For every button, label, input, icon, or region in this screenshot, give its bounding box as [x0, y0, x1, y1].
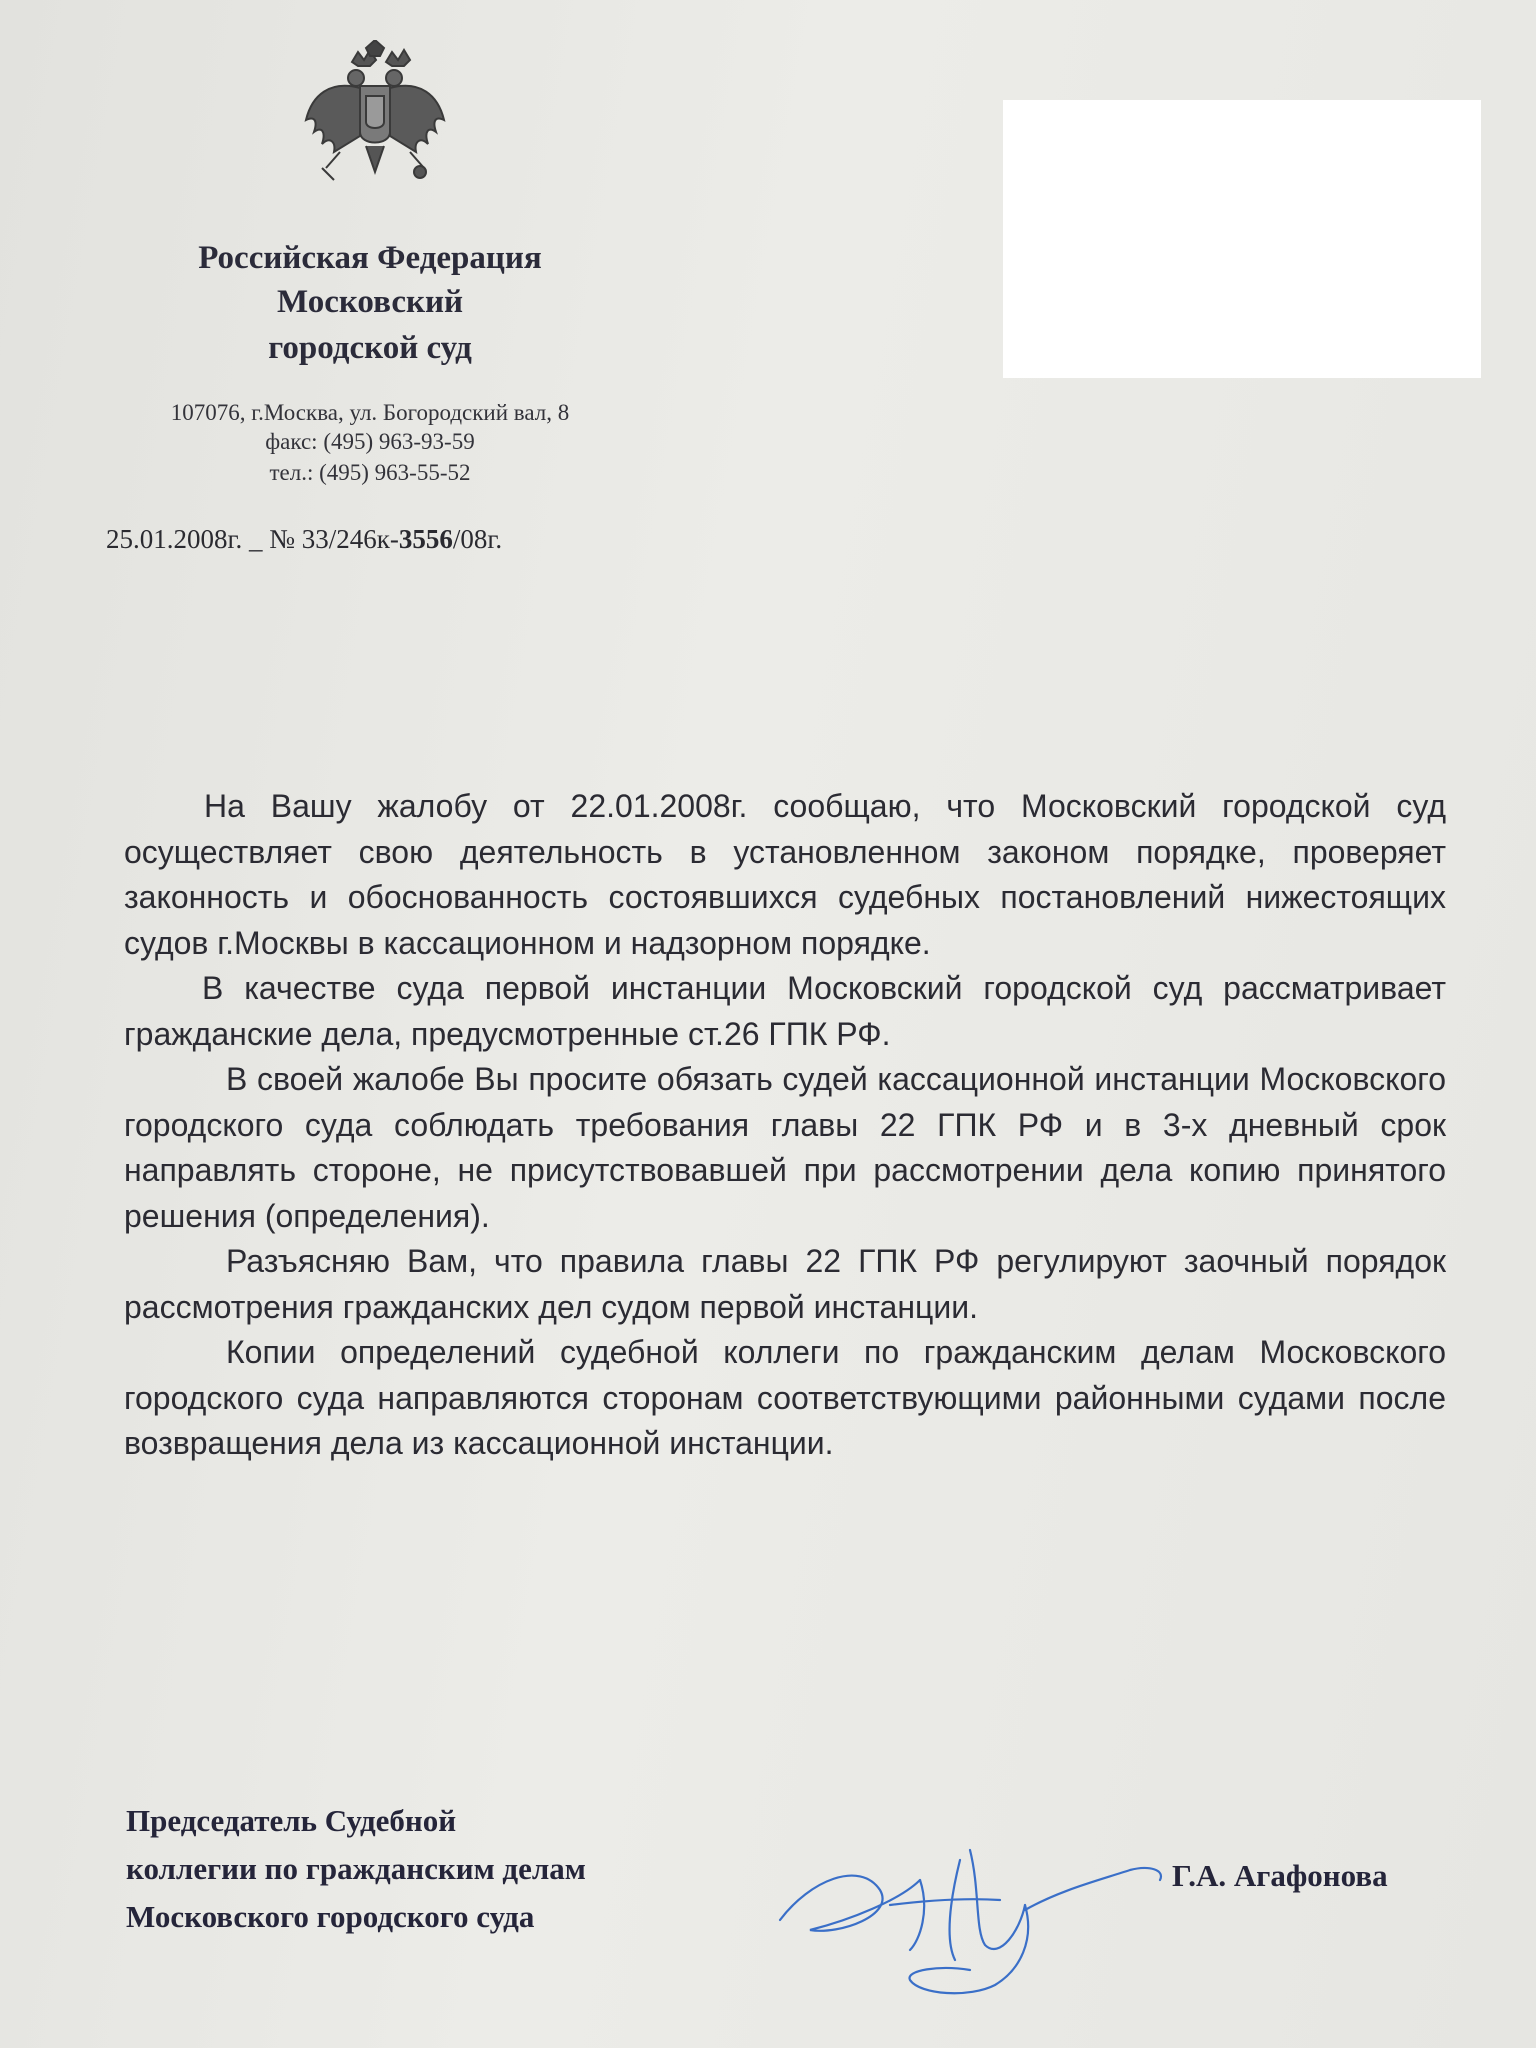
redacted-recipient-block: [1003, 100, 1481, 378]
paragraph-5: Копии определений судебной коллеги по гражданским делам Московского городского суда направляются сторонам соответствующими районными судами после возвращения дела из кассационной инстанции.: [124, 1334, 1446, 1461]
paragraph-1: На Вашу жалобу от 22.01.2008г. сообщаю, что Московский городской суд осуществляет свою деятельность в установленном законом порядке, проверяет законность и обоснованность состоявшихся судебных постановлений нижестоящих судов г.Москвы в кассационном и надзорном порядке.: [124, 788, 1446, 961]
reference-separator: _: [242, 524, 270, 554]
signatory-title-line3: Московского городского суда: [126, 1899, 535, 1934]
reference-number-bold: 3556: [398, 524, 453, 554]
paragraph-3: В своей жалобе Вы просите обязать судей кассационной инстанции Московского городского суда соблюдать требования главы 22 ГПК РФ и в 3-х дневный срок направлять стороне, не присутствовавшей при рассмотрении дела копию принятого решения (определения).: [124, 1061, 1446, 1234]
coat-of-arms-icon: [300, 40, 450, 190]
address-phone: тел.: (495) 963-55-52: [269, 460, 471, 485]
header-country: Российская Федерация: [198, 240, 542, 276]
signatory-title-line2: коллегии по гражданским делам: [126, 1851, 586, 1886]
letter-body: [124, 784, 1446, 1467]
reference-date: 25.01.2008г.: [106, 524, 243, 554]
signatory-name: Г.А. Агафонова: [1172, 1858, 1388, 1893]
address-fax: факс: (495) 963-93-59: [265, 429, 475, 454]
signatory-title: [126, 1797, 586, 1941]
handwritten-signature-icon: [770, 1820, 1190, 2000]
paragraph-4: Разъясняю Вам, что правила главы 22 ГПК РФ регулируют заочный порядок рассмотрения гражданских дел судом первой инстанции.: [124, 1243, 1446, 1325]
reference-number-suffix: /08г.: [452, 524, 503, 554]
header-court-line1: Московский: [276, 284, 464, 320]
paragraph-2: В качестве суда первой инстанции Московский городской суд рассматривает гражданские дела, предусмотренные ст.26 ГПК РФ.: [124, 970, 1446, 1052]
reference-line: [106, 524, 502, 555]
signatory-title-line1: Председатель Судебной: [126, 1803, 457, 1838]
reference-number-prefix: № 33/246к-: [269, 524, 399, 554]
address-street: 107076, г.Москва, ул. Богородский вал, 8: [170, 400, 570, 425]
header-court-line2: городской суд: [268, 330, 472, 366]
